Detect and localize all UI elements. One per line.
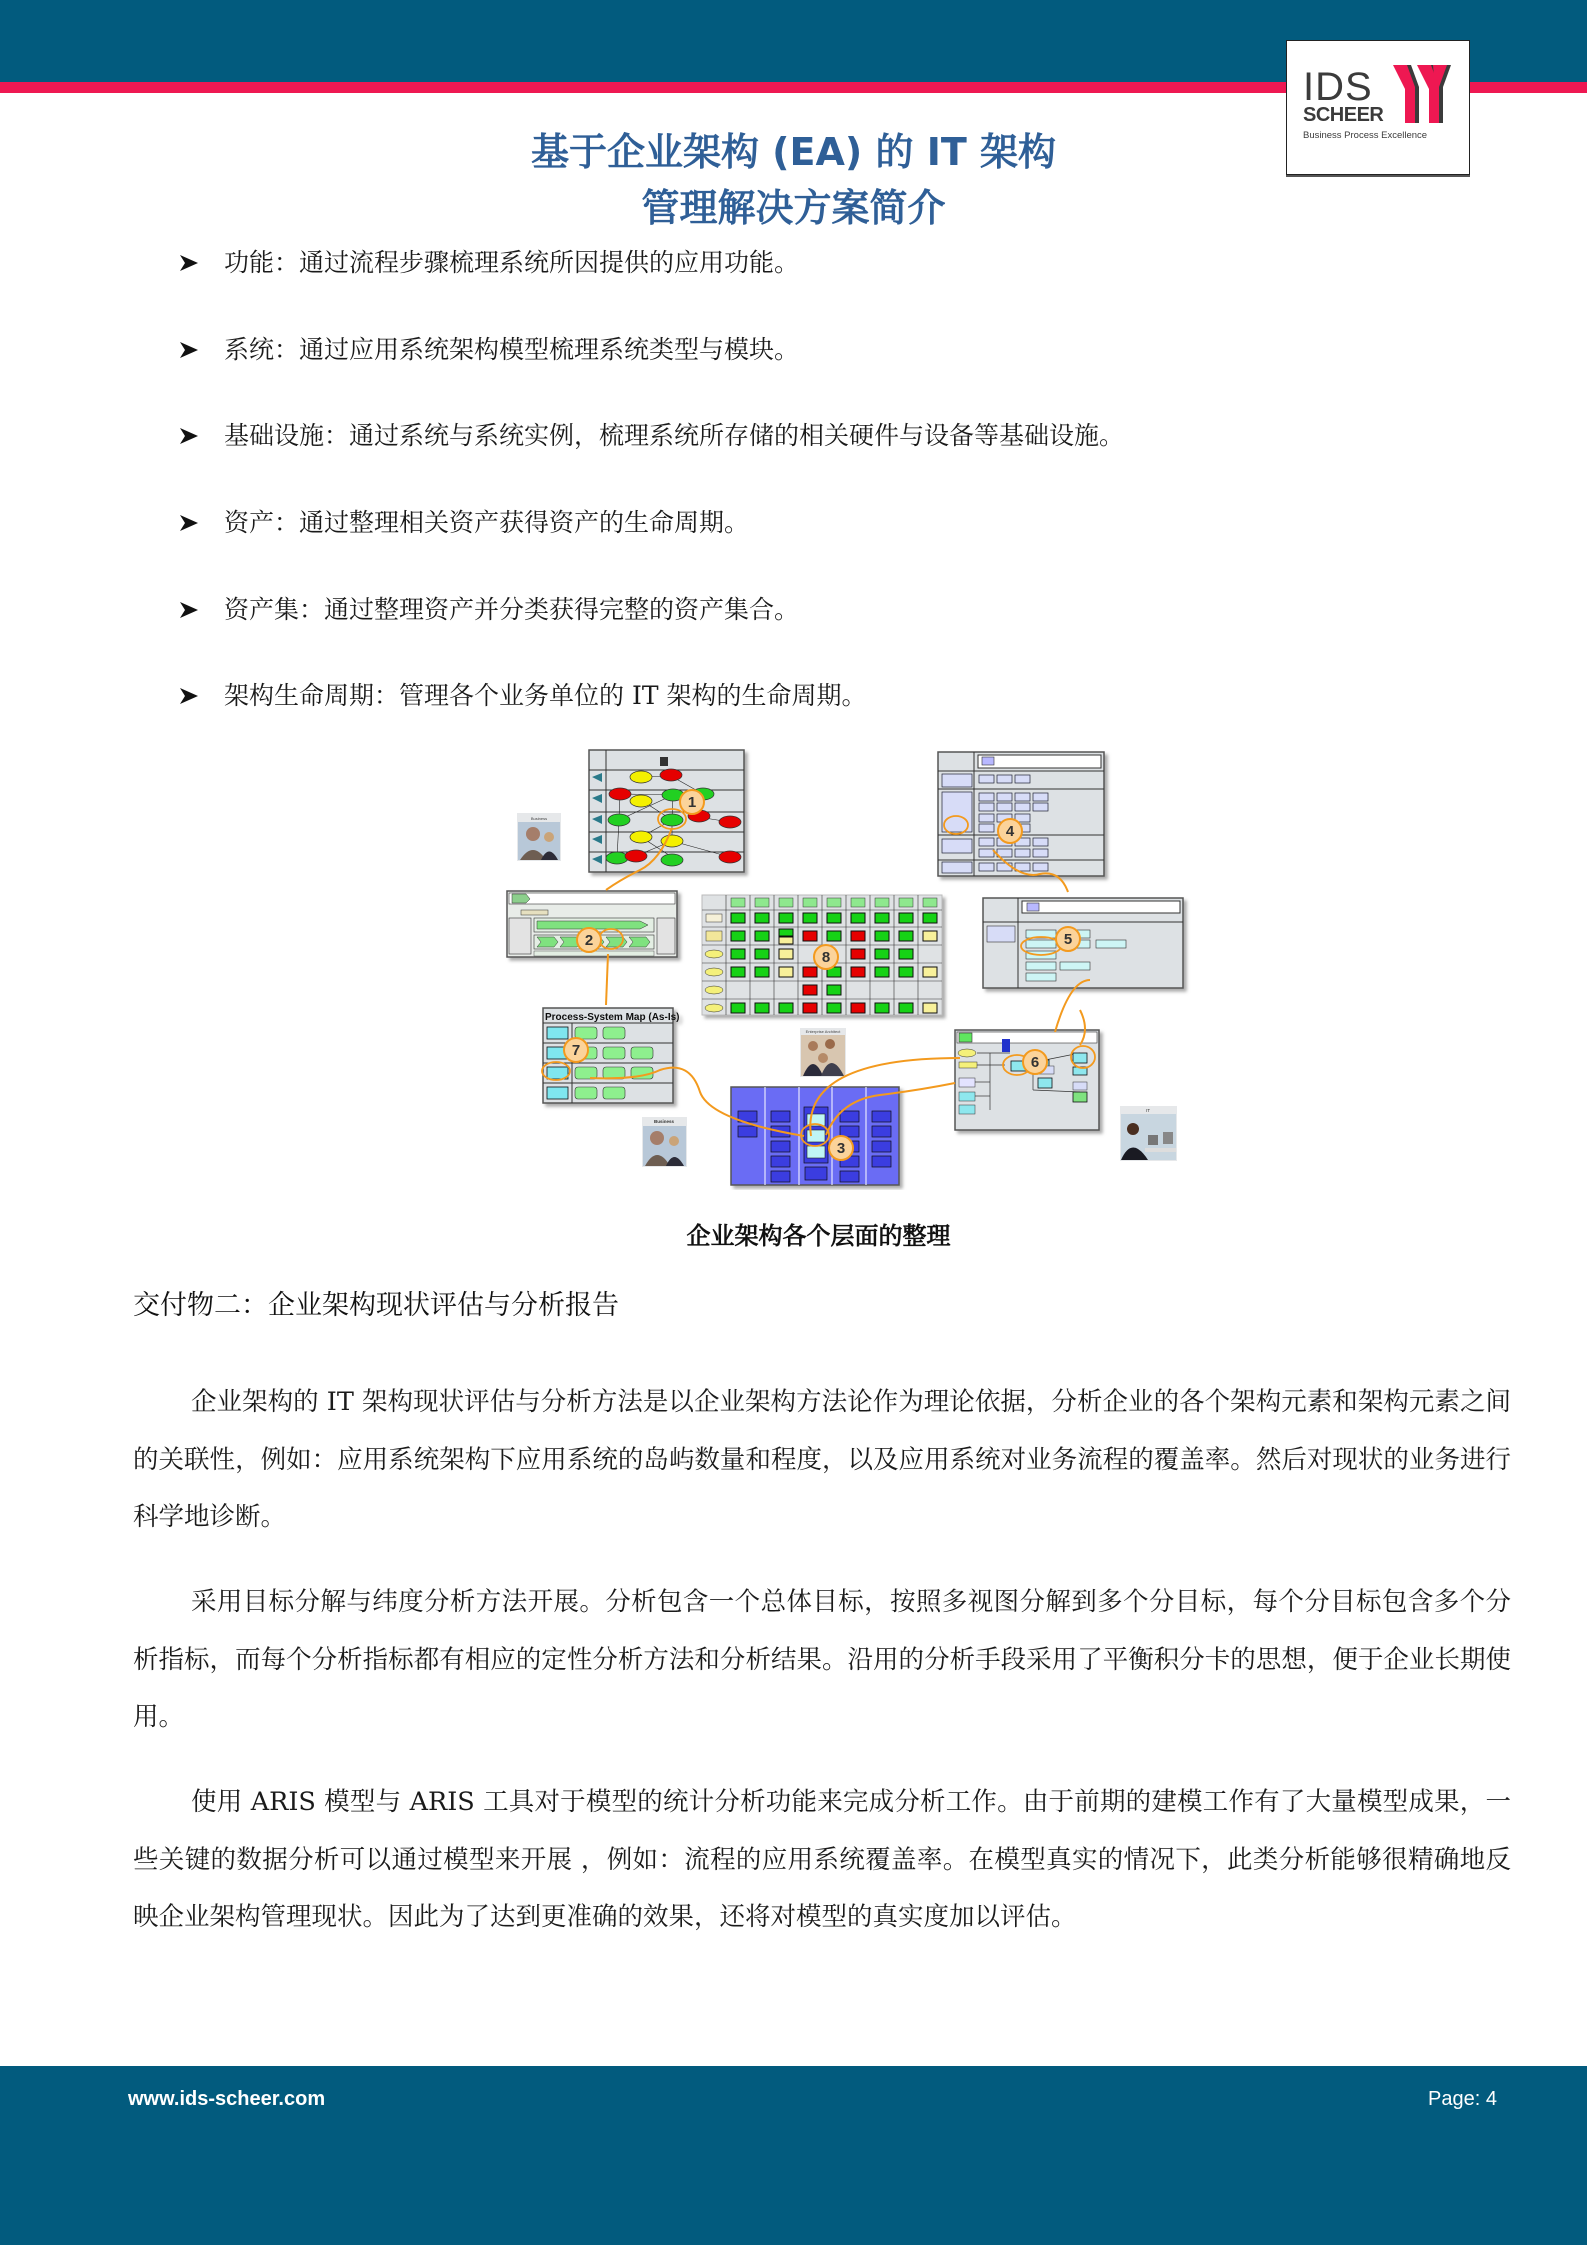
page-number: Page: 4 [1428, 2088, 1497, 2110]
bullet-text: 架构生命周期：管理各个业务单位的 IT 架构的生命周期。 [224, 681, 867, 711]
footer-website-link[interactable]: www.ids-scheer.com [128, 2088, 326, 2110]
bullet-text: 功能：通过流程步骤梳理系统所因提供的应用功能。 [224, 248, 800, 277]
system-configuration-panel [955, 1030, 1099, 1130]
body-paragraph: 企业架构的 IT 架构现状评估与分析方法是以企业架构方法论作为理论依据，分析企业的各个架构元素和架构元素之间的关联性，例如：应用系统架构下应用系统的岛屿数量和程度，以及应用系统对业务流程的覆盖率。然后对现状的业务进行科学地诊断。 [133, 1387, 1511, 1532]
svg-text:4: 4 [1005, 823, 1015, 840]
svg-text:7: 7 [571, 1042, 581, 1059]
it-photo [1120, 1106, 1177, 1161]
application-systems-panel [731, 1087, 899, 1185]
bullet-item [178, 411, 1378, 498]
bullet-item [178, 238, 1378, 325]
svg-text:1: 1 [687, 794, 697, 811]
logo-scheer-text: SCHEER [1303, 104, 1384, 126]
bullet-item [178, 585, 1378, 672]
database-panel [983, 898, 1183, 988]
arrow-bullet-icon [180, 515, 198, 531]
svg-text:Business: Business [653, 1119, 675, 1124]
svg-text:Business: Business [530, 816, 548, 821]
svg-text:2: 2 [584, 932, 594, 949]
business-photo-top [517, 813, 561, 861]
arrow-bullet-icon [180, 342, 198, 358]
section-heading: 交付物二：企业架构现状评估与分析报告 [133, 1290, 619, 1321]
process-system-map-panel [543, 1008, 680, 1103]
page-footer [0, 2066, 1587, 2245]
bullet-text: 系统：通过应用系统架构模型梳理系统类型与模块。 [224, 334, 800, 364]
title-line-1: 基于企业架构 (EA) 的 IT 架构 [530, 130, 1057, 174]
bullet-text: 资产：通过整理相关资产获得资产的生命周期。 [224, 508, 750, 538]
svg-text:6: 6 [1030, 1054, 1040, 1071]
logo-y-mark-icon [1391, 65, 1453, 123]
arrow-bullet-icon [180, 428, 198, 444]
ea-layers-diagram [500, 740, 1200, 1190]
bullet-item [178, 498, 1378, 585]
process-system-map-label: Process-System Map (As-Is) [545, 1012, 680, 1023]
arrow-bullet-icon [180, 255, 198, 271]
svg-text:Enterprise Architect: Enterprise Architect [805, 1029, 841, 1034]
architecture-blocks-panel [938, 752, 1104, 876]
svg-text:IT: IT [1146, 1108, 1150, 1113]
bullet-text: 基础设施：通过系统与系统实例，梳理系统所存储的相关硬件与设备等基础设施。 [224, 421, 1125, 451]
svg-text:8: 8 [821, 949, 831, 966]
arrow-bullet-icon [180, 602, 198, 618]
process-flow-panel [589, 750, 744, 872]
svg-text:5: 5 [1063, 931, 1073, 948]
feature-bullet-list [178, 238, 1378, 758]
figure-caption: 企业架构各个层面的整理 [686, 1222, 951, 1250]
logo-ids-text: IDS [1303, 65, 1373, 109]
body-paragraph: 采用目标分解与纬度分析方法开展。分析包含一个总体目标，按照多视图分解到多个分目标，每个分目标包含多个分析指标，而每个分析指标都有相应的定性分析方法和分析结果。沿用的分析手段采用了平衡积分卡的思想，便于企业长期使用。 [133, 1587, 1511, 1732]
bullet-item [178, 325, 1378, 412]
title-line-2: 管理解决方案简介 [641, 186, 946, 230]
body-paragraph: 使用 ARIS 模型与 ARIS 工具对于模型的统计分析功能来完成分析工作。由于前期的建模工作有了大量模型成果，一些关键的数据分析可以通过模型来开展 ，例如：流程的应用系统覆盖率。在模型真实的情况下，此类分析能够很精确地反映企业架构管理现状。因此为了达到更准确的效果，还将对模型的真实度加以评估。 [133, 1787, 1511, 1932]
svg-text:3: 3 [836, 1140, 846, 1157]
business-photo-bottom [642, 1117, 687, 1167]
page-title [0, 124, 1587, 236]
arrow-bullet-icon [180, 688, 198, 704]
enterprise-architect-photo [800, 1028, 846, 1077]
bullet-text: 资产集：通过整理资产并分类获得完整的资产集合。 [224, 594, 800, 624]
logo-tagline: Business Process Excellence [1303, 130, 1428, 141]
